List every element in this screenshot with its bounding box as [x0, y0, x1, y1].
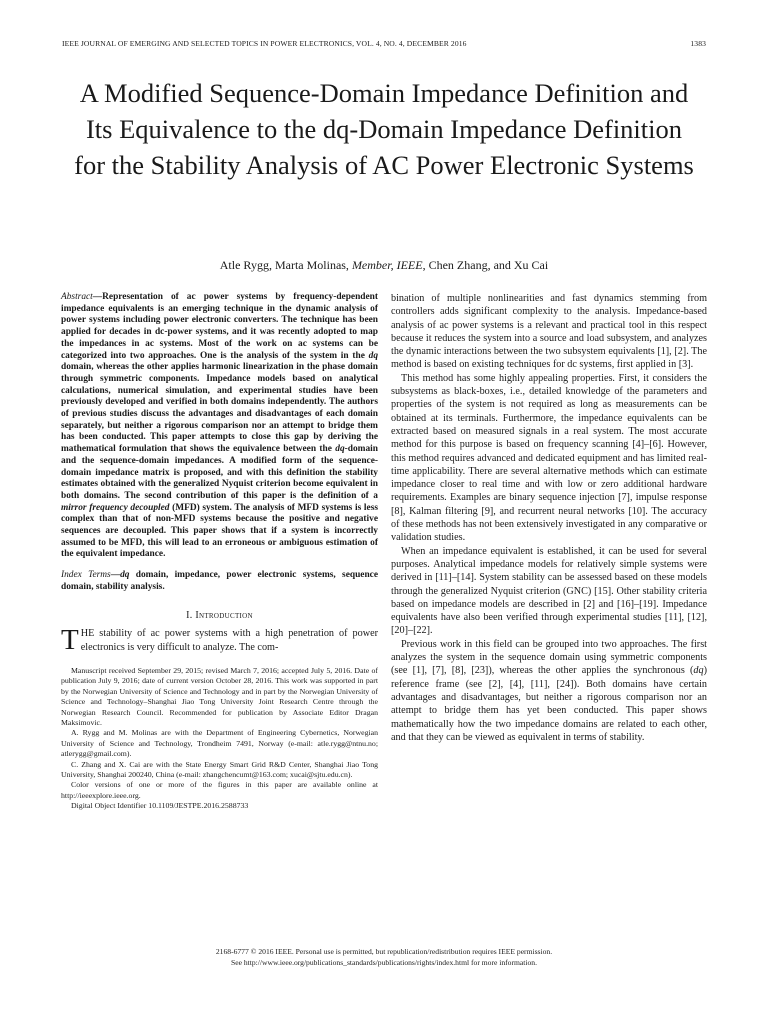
- body-paragraph-4-italic: dq: [693, 665, 704, 677]
- abstract-text-2: domain, whereas the other applies harmonic linearization in the phase domain through symmetric components. Impedance models based on analytical calculations, numerical simulation, and experimental studies have been previously developed and verified in both domains independently. The authors of previous studies discuss the advantages and disadvantages of each domain separately, but neither a rigorous comparison nor an attempt to bridge them has been conducted. This paper attempts to close this gap by deriving the mathematical formulation that shows the equivalence between the: [61, 362, 378, 455]
- copyright-notice: [60, 946, 708, 968]
- first-page-footnote: [61, 666, 378, 812]
- abstract-text-3: -domain and the sequence-domain impedances. A modified form of the sequence-domain impedance matrix is proposed, and with this definition the stability estimates obtained with the generalized Nyquist criterion become equivalent in both domains. The second contribution of this paper is the definition of a: [61, 444, 378, 501]
- body-paragraph-4b: ) reference frame (see [2], [4], [11], [24]). Both domains have certain advantages and disadvantages, but neither a rigorous comparison nor an attempt to bridge them has yet been conducted. This paper shows mathematically how the two impedance domains are related to each other, and that they can be viewed as equivalent in terms of stability.: [391, 665, 707, 743]
- index-terms: [61, 570, 378, 593]
- abstract-label: Abstract: [61, 292, 93, 302]
- section-title: Introduction: [195, 609, 253, 621]
- body-paragraph-2: This method has some highly appealing properties. First, it considers the subsystems as black-boxes, i.e., detailed knowledge of the parameters and properties of the system is not required as long as measurements can be obtained at its terminals. Furthermore, the impedance equivalents can be extracted based on measured signals in a real system. The most accurate method for this purpose is based on frequency scanning [4]–[6]. However, this method requires advanced and dedicated equipment and has limited real-time applicability. There are several alternative methods which can estimate impedance closer to real time and with low or zero additional hardware requirements. Examples are binary sequence injection [7], impulse response [8], Kalman filtering [9], and recurrent neural networks [10]. The accuracy of these methods has not been extensively investigated in any comparative or validation studies.: [391, 372, 707, 544]
- abstract-italic-3: mirror frequency decoupled: [61, 502, 170, 513]
- drop-cap: T: [61, 624, 79, 657]
- body-paragraph-4a: Previous work in this field can be grouped into two approaches. The first analyzes the system in the sequence domain using symmetric components (see [1], [7], [8], [23]), whereas the other applies the synchronous (: [391, 638, 707, 677]
- author-line: [60, 258, 708, 273]
- abstract-italic-2: dq: [335, 444, 345, 455]
- abstract-dash: —: [92, 292, 103, 302]
- section-heading: [61, 610, 378, 622]
- right-column: [391, 292, 707, 744]
- section-number: I.: [186, 609, 196, 621]
- footnote-doi: Digital Object Identifier 10.1109/JESTPE.2016.2588733: [71, 801, 249, 811]
- copyright-line-2: See http://www.ieee.org/publications_standards/publications/rights/index.html for more information.: [230, 958, 537, 967]
- authors-part1: Atle Rygg, Marta Molinas,: [219, 258, 352, 272]
- index-terms-text: domain, impedance, power electronic systems, sequence domain, stability analysis.: [61, 570, 378, 592]
- intro-text: HE stability of ac power systems with a high penetration of power electronics is very difficult to analyze. The com-: [80, 628, 378, 653]
- left-column: [61, 292, 378, 812]
- footnote-color: Color versions of one or more of the figures in this paper are available online at http://ieeexplore.ieee.org.: [61, 780, 378, 800]
- paper-title: A Modified Sequence-Domain Impedance Definition and Its Equivalence to the dq-Domain Impedance Definition for the Stability Analysis of AC Power Electronic Systems: [74, 78, 694, 180]
- index-terms-italic: dq: [120, 570, 130, 581]
- footnote-affiliation-1: A. Rygg and M. Molinas are with the Department of Engineering Cybernetics, Norwegian University of Science and Technology, Trondheim 7491, Norway (e-mail: atle.rygg@ntnu.no; atlerygg@gmail.com).: [61, 728, 378, 759]
- body-paragraph-4: [391, 638, 707, 744]
- footnote-affiliation-2: C. Zhang and X. Cai are with the State Energy Smart Grid R&D Center, Shanghai Jiao Tong University, Shanghai 200240, China (e-mail: zhangchencumt@163.com; xucai@sjtu.edu.cn).: [61, 759, 378, 779]
- index-terms-dash: —: [110, 570, 121, 581]
- abstract-text-4: (MFD) system. The analysis of MFD systems is less complex than that of non-MFD systems because the positive and negative sequences are decoupled. This paper shows that if a system is incorrectly assumed to be MFD, this will lead to an erroneous or ambiguous estimation of the equivalent impedance.: [61, 502, 378, 560]
- page-number: 1383: [690, 39, 706, 48]
- abstract-text-1: Representation of ac power systems by frequency-dependent impedance equivalents is an emerging technique in the dynamic analysis of power systems including power electronic converters. The technique has been applied for decades in dc-power systems, and it was recently adopted to map the impedances in ac systems. Most of the work on ac systems can be categorized into two approaches. One is the analysis of the system in the: [61, 292, 378, 361]
- intro-paragraph: [61, 624, 378, 657]
- authors-part2: , Chen Zhang, and Xu Cai: [422, 258, 549, 272]
- copyright-line-1: 2168-6777 © 2016 IEEE. Personal use is permitted, but republication/redistribution requires IEEE permission.: [215, 947, 553, 956]
- body-paragraph-3: When an impedance equivalent is established, it can be used for several purposes. Analytical impedance models for relatively simple systems were derived in [11]–[14]. System stability can be assessed based on these models through the generalized Nyquist criterion (GNC) [15]. Other stability criteria based on impedance models are described in [2] and [16]–[19]. Impedance equivalents have also been verified through experimental studies [11], [12], [20]–[22].: [391, 545, 707, 637]
- abstract: [61, 292, 378, 561]
- index-terms-label: Index Terms: [61, 570, 111, 581]
- footnote-manuscript: Manuscript received September 29, 2015; revised March 7, 2016; accepted July 5, 2016. Date of publication July 9, 2016; date of current version October 28, 2016. This work was supported in part by the Norwegian University of Science and Technology and in part by the Norwegian University of Science and Technology–Shanghai Jiao Tong University Joint Research Centre through the Norwegian Research Council. Recommended for publication by Associate Editor Dragan Maksimovic.: [61, 665, 378, 727]
- author-membership: Member, IEEE: [351, 258, 423, 272]
- body-paragraph-1: bination of multiple nonlinearities and fast dynamics stemming from controllers adds significant complexity to the analysis. Impedance-based analysis of ac power systems is a relevant and practical tool in this respect because it reduces the system into a source and load subsystem, and analyzes the dynamic interactions between the two subsystem equivalents [1], [2]. The method is based on existing techniques for dc systems, first applied in [3].: [391, 293, 707, 371]
- abstract-italic-1: dq: [368, 350, 378, 361]
- journal-name: IEEE JOURNAL OF EMERGING AND SELECTED TOPICS IN POWER ELECTRONICS, VOL. 4, NO. 4, DECEMBER 2016: [62, 39, 467, 48]
- running-head: [62, 39, 706, 48]
